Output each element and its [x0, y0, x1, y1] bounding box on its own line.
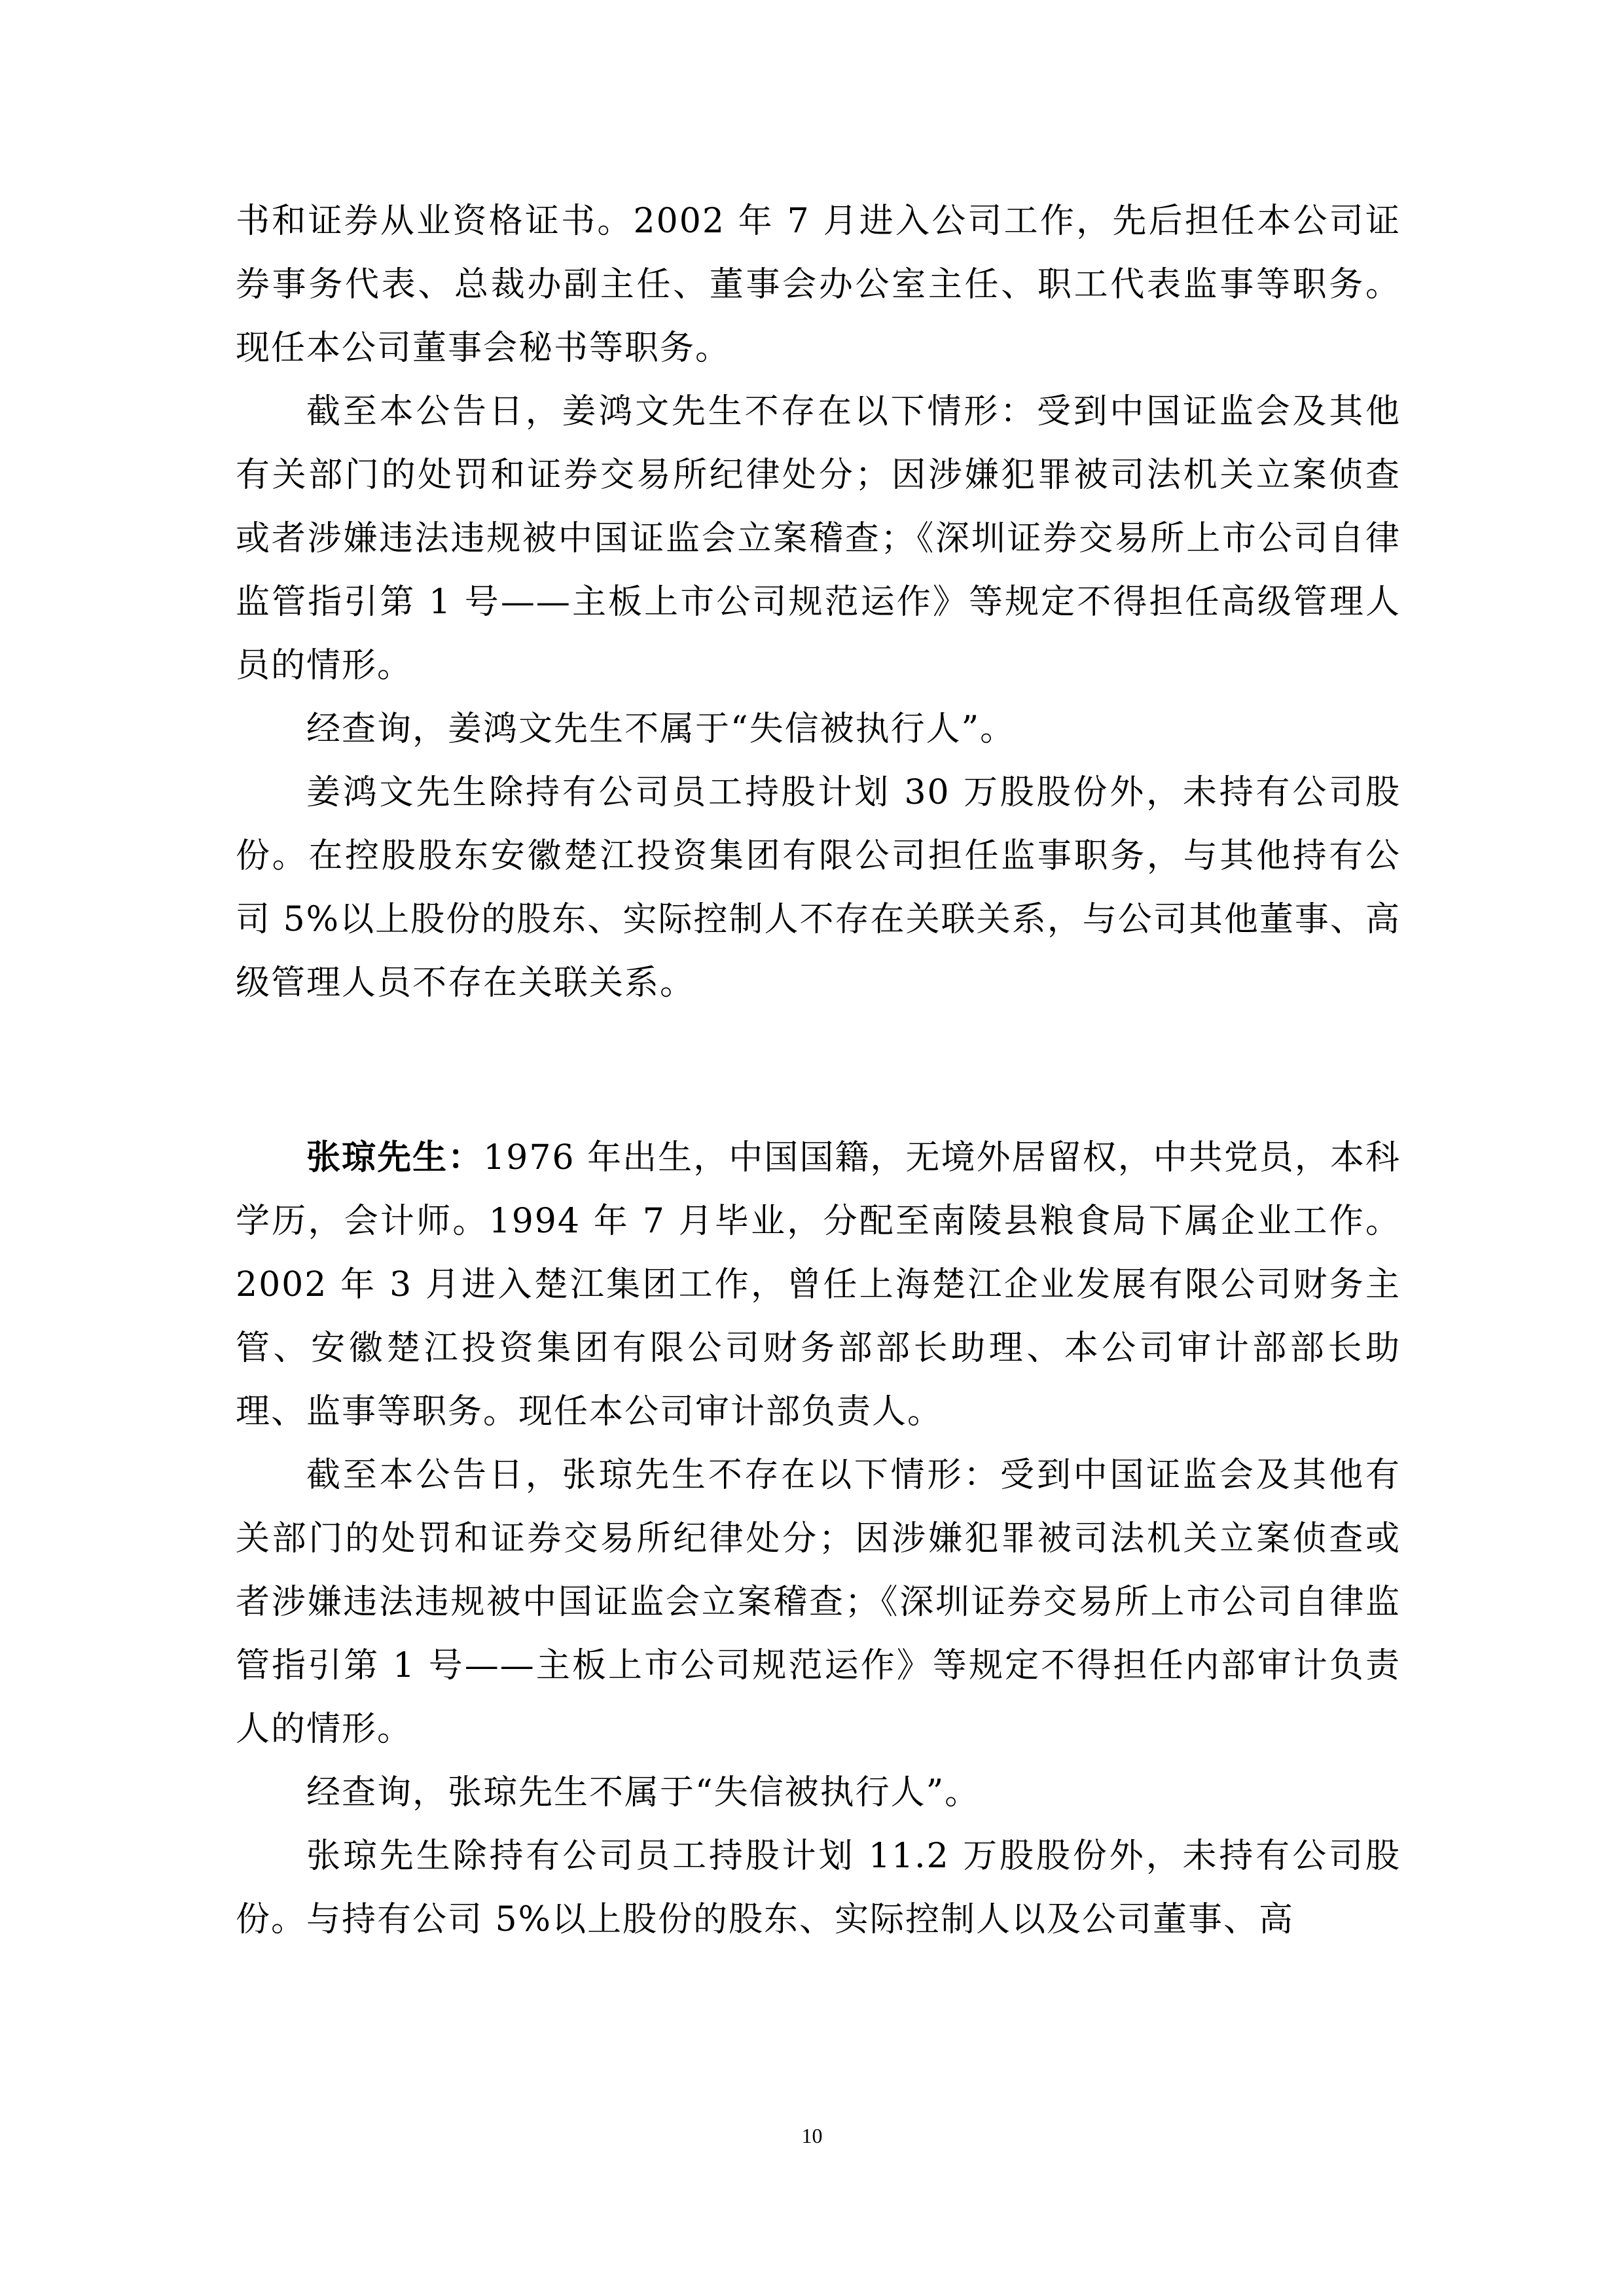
paragraph-shareholding: 姜鸿文先生除持有公司员工持股计划 30 万股股份外，未持有公司股份。在控股股东安徽楚江投资集团有限公司担任监事职务，与其他持有公司 5%以上股份的股东、实际控制人不存在关联关系，与公司其他董事、高级管理人员不存在关联关系。 [236, 773, 1401, 1003]
section-spacer [236, 1015, 1401, 1126]
page-number: 10 [801, 2124, 823, 2147]
paragraph-disqualification-statement: 截至本公告日，张琼先生不存在以下情形：受到中国证监会及其他有关部门的处罚和证券交易所纪律处分；因涉嫌犯罪被司法机关立案侦查或者涉嫌违法违规被中国证监会立案稽查；《深圳证券交易所上市公司自律监管指引第 1 号——主板上市公司规范运作》等规定不得担任内部审计负责人的情形。 [236, 1456, 1401, 1749]
candidate-bio-text: 1976 年出生，中国国籍，无境外居留权，中共党员，本科学历，会计师。1994 年 7 月毕业，分配至南陵县粮食局下属企业工作。2002 年 3 月进入楚江集团工作，曾任上海楚江企业发展有限公司财务主管、安徽楚江投资集团有限公司财务部部长助理、本公司审计部部长助理、监事等职务。现任本公司审计部负责人。 [236, 1138, 1401, 1431]
paragraph-credit-check: 经查询，姜鸿文先生不属于“失信被执行人”。 [306, 709, 1016, 749]
candidate-name-label: 张琼先生： [306, 1138, 484, 1177]
paragraph-shareholding: 张琼先生除持有公司员工持股计划 11.2 万股股份外，未持有公司股份。与持有公司 5%以上股份的股东、实际控制人以及公司董事、高 [236, 1837, 1401, 1939]
paragraph-continued-bio: 书和证券从业资格证书。2002 年 7 月进入公司工作，先后担任本公司证券事务代表、总裁办副主任、董事会办公室主任、职工代表监事等职务。现任本公司董事会秘书等职务。 [236, 202, 1401, 368]
paragraph-credit-check: 经查询，张琼先生不属于“失信被执行人”。 [306, 1773, 981, 1812]
paragraph-disqualification-statement: 截至本公告日，姜鸿文先生不存在以下情形：受到中国证监会及其他有关部门的处罚和证券交易所纪律处分；因涉嫌犯罪被司法机关立案侦查或者涉嫌违法违规被中国证监会立案稽查；《深圳证券交易所上市公司自律监管指引第 1 号——主板上市公司规范运作》等规定不得担任高级管理人员的情形。 [236, 392, 1401, 685]
paragraph-candidate-bio [236, 1126, 1401, 1444]
document-body [236, 190, 1401, 1952]
